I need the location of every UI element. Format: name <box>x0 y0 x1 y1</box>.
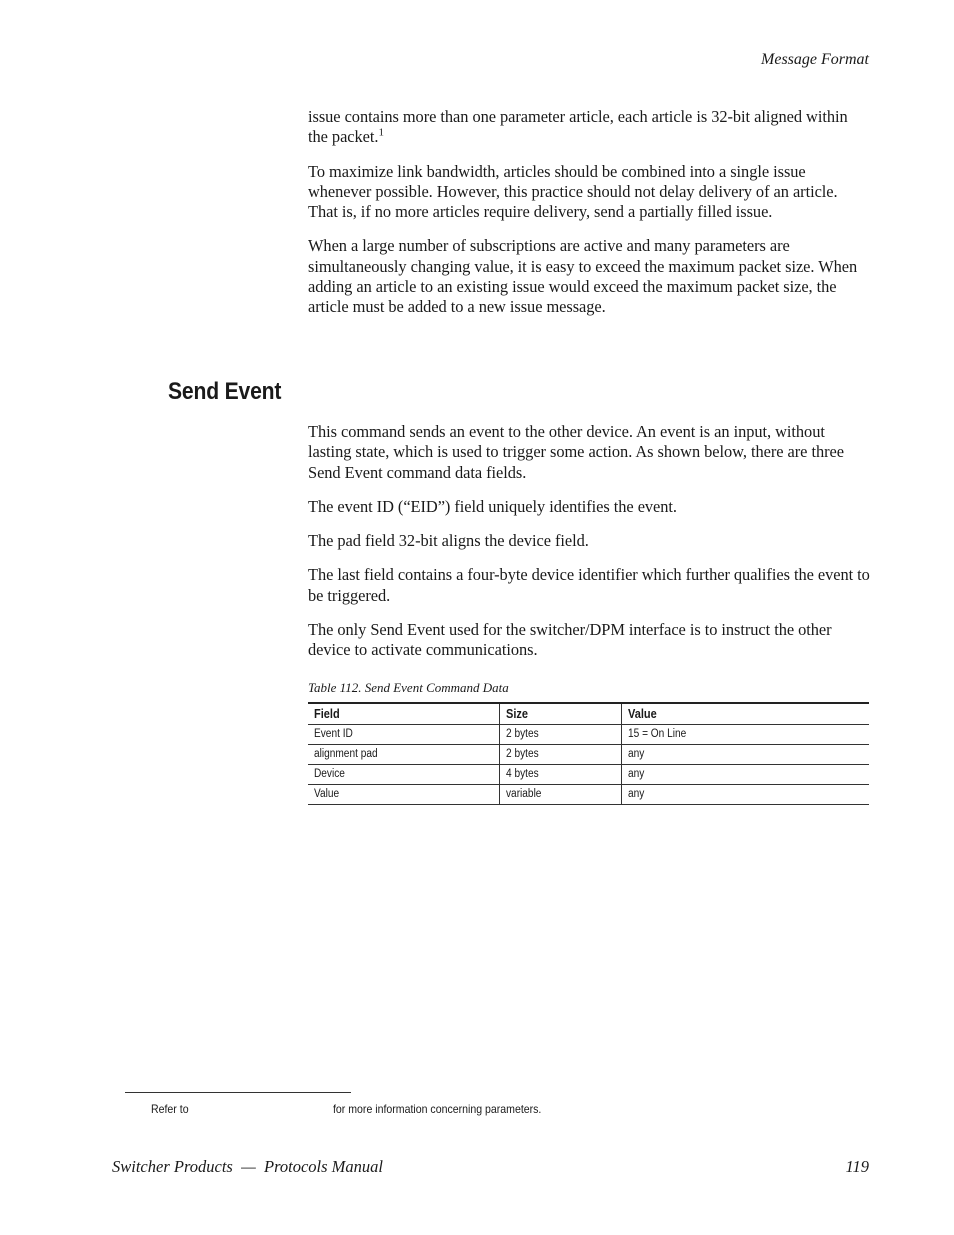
header-size-text: Size <box>505 707 528 721</box>
header-value-text: Value <box>627 707 657 721</box>
send-event-table <box>308 702 869 805</box>
cell-value-text: any <box>627 748 644 760</box>
cell-field-text: alignment pad <box>314 748 378 760</box>
cell-value <box>621 745 869 765</box>
header-field <box>308 703 499 725</box>
cell-field <box>308 785 499 805</box>
cell-size-text: 2 bytes <box>505 728 539 740</box>
header-size <box>499 703 621 725</box>
cell-field <box>308 725 499 745</box>
cell-value <box>621 785 869 805</box>
table-row <box>308 725 869 745</box>
table-row <box>308 785 869 805</box>
intro-paragraph-1-text: issue contains more than one parameter article, each article is 32-bit aligned within the packet. <box>308 107 848 147</box>
cell-value-text: any <box>627 768 644 780</box>
cell-size <box>499 785 621 805</box>
cell-value <box>621 725 869 745</box>
cell-field-text: Device <box>314 768 345 780</box>
table-header-row <box>308 703 869 725</box>
section-paragraph-5: The only Send Event used for the switcher/DPM interface is to instruct the other device to activate communications. <box>308 620 832 660</box>
section-paragraph-3: The pad field 32-bit aligns the device field. <box>308 531 589 551</box>
cell-field-text: Value <box>314 788 340 800</box>
cell-size-text: 2 bytes <box>505 748 539 760</box>
cell-field <box>308 765 499 785</box>
footnote-prefix: Refer to <box>151 1102 189 1116</box>
running-head: Message Format <box>761 51 869 68</box>
footnote-marker: 1 <box>378 126 384 139</box>
page-number: 119 <box>845 1157 869 1176</box>
footnote-divider <box>125 1092 351 1093</box>
section-text-block <box>308 422 870 675</box>
header-field-text: Field <box>314 707 340 721</box>
cell-value <box>621 765 869 785</box>
section-heading: Send Event <box>168 378 282 405</box>
cell-size-text: variable <box>505 788 541 800</box>
intro-paragraph-3: When a large number of subscriptions are active and many parameters are simultaneously changing value, it is easy to exceed the maximum packet size. When adding an article to an existing issue would exceed the maximum packet size, the article must be added to a new issue message. <box>308 236 858 317</box>
section-paragraph-1: This command sends an event to the other device. An event is an input, without lasting state, which is used to trigger some action. As shown below, there are three Send Event command data fields. <box>308 422 844 482</box>
footer-title: Switcher Products — Protocols Manual <box>112 1157 384 1176</box>
footnote-suffix: for more information concerning parameters. <box>333 1102 542 1116</box>
table-row <box>308 765 869 785</box>
table-row <box>308 745 869 765</box>
cell-size-text: 4 bytes <box>505 768 539 780</box>
cell-size <box>499 765 621 785</box>
intro-paragraph-1 <box>308 107 870 148</box>
header-value <box>621 703 869 725</box>
cell-value-text: 15 = On Line <box>627 728 686 740</box>
section-paragraph-4: The last field contains a four-byte device identifier which further qualifies the event to be triggered. <box>308 565 870 605</box>
table-caption: Table 112. Send Event Command Data <box>308 680 509 695</box>
section-paragraph-2: The event ID (“EID”) field uniquely identifies the event. <box>308 496 677 516</box>
cell-size <box>499 745 621 765</box>
intro-text-block <box>308 107 870 332</box>
cell-field <box>308 745 499 765</box>
cell-field-text: Event ID <box>314 728 353 740</box>
cell-value-text: any <box>627 788 644 800</box>
cell-size <box>499 725 621 745</box>
intro-paragraph-2: To maximize link bandwidth, articles should be combined into a single issue whenever possible. However, this practice should not delay delivery of an article. That is, if no more articles require delivery, send a partially filled issue. <box>308 161 838 222</box>
